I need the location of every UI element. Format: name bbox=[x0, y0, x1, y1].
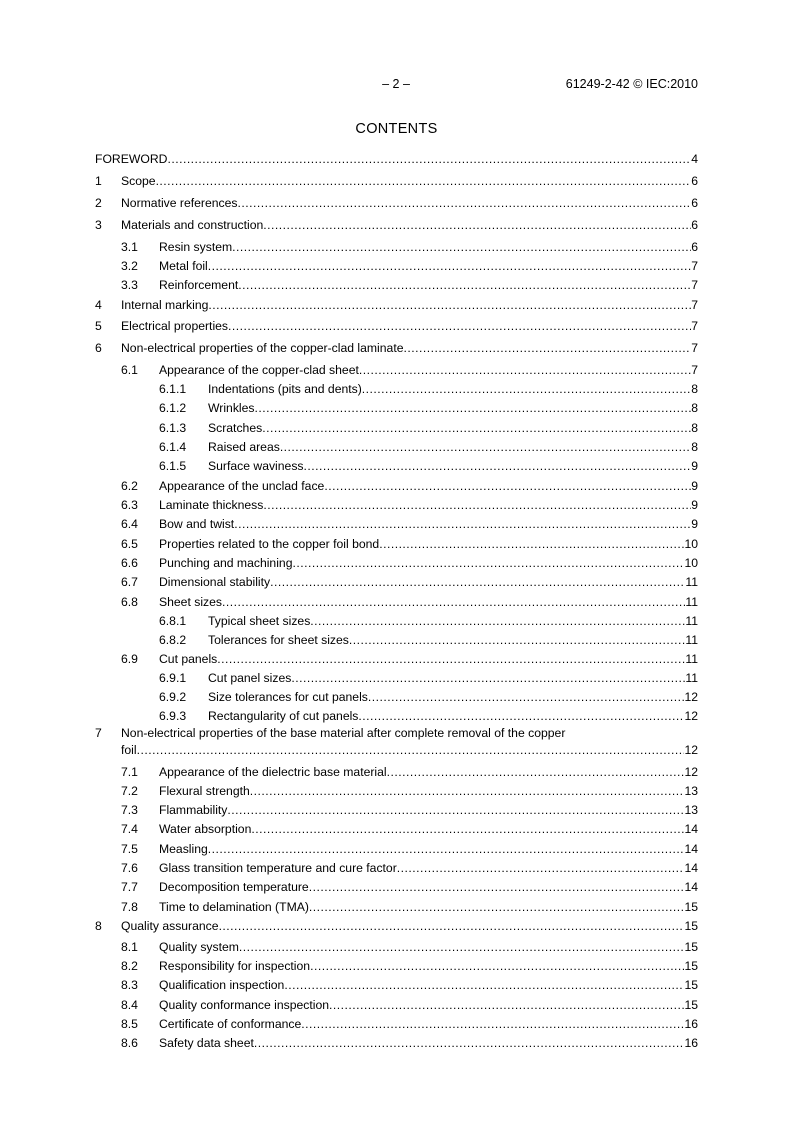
toc-entry-label[interactable]: Sheet sizes bbox=[159, 595, 223, 609]
toc-entry-label[interactable]: Laminate thickness bbox=[159, 498, 264, 512]
toc-entry-page: 16 bbox=[684, 1017, 698, 1031]
toc-entry-number: 6.8.1 bbox=[159, 614, 187, 628]
toc-entry-number: 6.1.2 bbox=[159, 401, 187, 415]
toc-entry[interactable] bbox=[0, 439, 793, 456]
toc-entry[interactable] bbox=[0, 381, 793, 398]
toc-entry-page: 15 bbox=[684, 940, 698, 954]
dot-leader bbox=[263, 217, 691, 234]
toc-entry-label[interactable]: Internal marking bbox=[121, 298, 209, 312]
toc-entry-line bbox=[159, 258, 698, 275]
toc-entry-label[interactable]: Time to delamination (TMA) bbox=[159, 900, 309, 914]
toc-entry[interactable] bbox=[0, 783, 793, 800]
toc-entry-number: 7.3 bbox=[121, 803, 138, 817]
toc-entry-page: 12 bbox=[684, 690, 698, 704]
toc-entry-label[interactable]: Non-electrical properties of the copper-clad laminate bbox=[121, 341, 404, 355]
toc-entry-page: 11 bbox=[685, 595, 698, 609]
toc-entry-label[interactable]: Responsibility for inspection bbox=[159, 959, 311, 973]
toc-entry-page: 14 bbox=[684, 822, 698, 836]
toc-entry-label[interactable]: Scope bbox=[121, 174, 156, 188]
toc-entry-number: 4 bbox=[95, 298, 102, 312]
toc-entry-page: 7 bbox=[691, 363, 698, 377]
toc-entry-line bbox=[159, 802, 698, 819]
toc-entry-label[interactable]: Properties related to the copper foil bond bbox=[159, 537, 380, 551]
dot-leader bbox=[251, 821, 684, 838]
toc-entry-label[interactable]: Materials and construction bbox=[121, 218, 264, 232]
toc-entry-line bbox=[159, 594, 698, 611]
dot-leader bbox=[362, 381, 691, 398]
toc-entry-line bbox=[121, 340, 698, 357]
dot-leader bbox=[255, 400, 692, 417]
toc-entry-number: 6.6 bbox=[121, 556, 138, 570]
toc-entry-label[interactable]: Rectangularity of cut panels bbox=[208, 709, 359, 723]
toc-entry-number: 8.4 bbox=[121, 998, 138, 1012]
toc-entry[interactable] bbox=[0, 318, 793, 335]
dot-leader bbox=[309, 899, 685, 916]
toc-entry-page: 8 bbox=[691, 421, 698, 435]
toc-entry-label[interactable]: foil bbox=[121, 743, 137, 757]
toc-entry-label[interactable]: Appearance of the unclad face bbox=[159, 479, 325, 493]
toc-entry[interactable] bbox=[0, 939, 793, 956]
toc-entry-page: 4 bbox=[691, 152, 698, 166]
dot-leader bbox=[349, 632, 685, 649]
toc-entry-label[interactable]: Water absorption bbox=[159, 822, 252, 836]
toc-entry[interactable] bbox=[0, 997, 793, 1014]
toc-entry-page: 11 bbox=[685, 671, 698, 685]
toc-entry[interactable] bbox=[0, 879, 793, 896]
dot-leader bbox=[291, 670, 685, 687]
toc-entry-page: 9 bbox=[691, 498, 698, 512]
toc-entry-page: 12 bbox=[684, 765, 698, 779]
toc-entry-page: 7 bbox=[691, 319, 698, 333]
toc-entry-label[interactable]: Cut panel sizes bbox=[208, 671, 292, 685]
toc-entry-line bbox=[208, 400, 698, 417]
toc-entry-line bbox=[159, 239, 698, 256]
toc-entry-page: 14 bbox=[684, 861, 698, 875]
toc-entry-page: 8 bbox=[691, 382, 698, 396]
dot-leader bbox=[222, 594, 685, 611]
toc-entry-number: 7.5 bbox=[121, 842, 138, 856]
dot-leader bbox=[310, 613, 685, 630]
toc-entry[interactable] bbox=[0, 918, 793, 935]
dot-leader bbox=[284, 977, 684, 994]
dot-leader bbox=[262, 420, 691, 437]
toc-entry[interactable] bbox=[0, 574, 793, 591]
toc-entry-label[interactable]: Qualification inspection bbox=[159, 978, 285, 992]
toc-entry-line bbox=[121, 318, 698, 335]
toc-entry-page: 13 bbox=[684, 803, 698, 817]
toc-entry[interactable] bbox=[0, 726, 793, 759]
toc-entry-page: 10 bbox=[684, 556, 698, 570]
toc-entry-label[interactable]: Cut panels bbox=[159, 652, 218, 666]
toc-entry[interactable] bbox=[0, 841, 793, 858]
toc-entry-page: 14 bbox=[684, 880, 698, 894]
dot-leader bbox=[250, 783, 685, 800]
toc-entry-label[interactable]: Normative references bbox=[121, 196, 238, 210]
page-number: – 2 – bbox=[382, 77, 410, 91]
dot-leader bbox=[329, 997, 684, 1014]
toc-entry[interactable] bbox=[0, 478, 793, 495]
toc-entry-line bbox=[208, 670, 698, 687]
toc-entry-page: 15 bbox=[684, 978, 698, 992]
toc-entry[interactable] bbox=[0, 239, 793, 256]
toc-entry[interactable] bbox=[0, 297, 793, 314]
toc-entry-line bbox=[208, 420, 698, 437]
toc-entry[interactable] bbox=[0, 613, 793, 630]
toc-entry-page: 7 bbox=[691, 341, 698, 355]
toc-entry-page: 9 bbox=[691, 459, 698, 473]
toc-entry-line bbox=[121, 217, 698, 234]
toc-entry-label[interactable]: Measling bbox=[159, 842, 208, 856]
toc-entry[interactable] bbox=[0, 1035, 793, 1052]
toc-entry-line bbox=[159, 362, 698, 379]
toc-entry-line bbox=[159, 536, 698, 553]
toc-entry-label[interactable]: Wrinkles bbox=[208, 401, 255, 415]
dot-leader bbox=[234, 516, 691, 533]
toc-entry-number: 3.3 bbox=[121, 278, 138, 292]
toc-entry-line bbox=[159, 879, 698, 896]
toc-entry-page: 11 bbox=[685, 614, 698, 628]
toc-entry[interactable] bbox=[0, 764, 793, 781]
toc-entry-line bbox=[208, 613, 698, 630]
toc-entry-page: 6 bbox=[691, 196, 698, 210]
toc-entry-page: 8 bbox=[691, 401, 698, 415]
toc-entry-page: 7 bbox=[691, 278, 698, 292]
toc-entry-number: 8.2 bbox=[121, 959, 138, 973]
toc-entry-label[interactable]: Decomposition temperature bbox=[159, 880, 309, 894]
toc-entry-page: 15 bbox=[684, 919, 698, 933]
toc-entry-line bbox=[159, 977, 698, 994]
toc-entry-label[interactable]: Quality system bbox=[159, 940, 239, 954]
toc-entry-line bbox=[159, 997, 698, 1014]
dot-leader bbox=[208, 297, 691, 314]
toc-entry-line bbox=[208, 381, 698, 398]
toc-entry-line bbox=[208, 632, 698, 649]
toc-entry[interactable] bbox=[0, 670, 793, 687]
toc-entry[interactable] bbox=[0, 362, 793, 379]
toc-entry-number: 1 bbox=[95, 174, 102, 188]
toc-entry-page: 7 bbox=[691, 259, 698, 273]
toc-entry-number: 2 bbox=[95, 196, 102, 210]
dot-leader bbox=[167, 151, 691, 168]
toc-entry-line bbox=[159, 841, 698, 858]
toc-entry-number: 6.1.3 bbox=[159, 421, 187, 435]
toc-entry-label[interactable]: Electrical properties bbox=[121, 319, 229, 333]
toc-entry-number: 7.1 bbox=[121, 765, 138, 779]
toc-entry-line bbox=[159, 651, 698, 668]
toc-entry[interactable] bbox=[0, 802, 793, 819]
toc-entry-number: 6.9.1 bbox=[159, 671, 187, 685]
dot-leader bbox=[324, 478, 691, 495]
standard-reference: 61249-2-42 © IEC:2010 bbox=[565, 77, 698, 91]
toc-entry-number: 3.2 bbox=[121, 259, 138, 273]
dot-leader bbox=[156, 173, 692, 190]
toc-entry-page: 16 bbox=[684, 1036, 698, 1050]
toc-entry-page: 6 bbox=[691, 240, 698, 254]
toc-entry-page: 7 bbox=[691, 298, 698, 312]
toc-entry-number: 6.1.4 bbox=[159, 440, 187, 454]
toc-entry-label[interactable]: Resin system bbox=[159, 240, 233, 254]
toc-entry[interactable] bbox=[0, 420, 793, 437]
toc-entry-line bbox=[159, 821, 698, 838]
toc-entry-number: 6.1.1 bbox=[159, 382, 187, 396]
dot-leader bbox=[387, 764, 685, 781]
toc-entry[interactable] bbox=[0, 151, 793, 168]
toc-entry[interactable] bbox=[0, 689, 793, 706]
toc-entry-number: 8.6 bbox=[121, 1036, 138, 1050]
dot-leader bbox=[239, 939, 685, 956]
toc-entry-number: 6.1 bbox=[121, 363, 138, 377]
toc-entry-line bbox=[159, 939, 698, 956]
dot-leader bbox=[270, 574, 685, 591]
toc-entry-label[interactable]: Quality assurance bbox=[121, 919, 219, 933]
toc-entry-page: 12 bbox=[684, 743, 698, 757]
toc-entry-number: 8.1 bbox=[121, 940, 138, 954]
toc-entry-label[interactable]: Tolerances for sheet sizes bbox=[208, 633, 349, 647]
toc-entry-label[interactable]: Safety data sheet bbox=[159, 1036, 254, 1050]
toc-entry-page: 11 bbox=[685, 633, 698, 647]
dot-leader bbox=[238, 277, 691, 294]
toc-entry-number: 6.5 bbox=[121, 537, 138, 551]
toc-entry-page: 11 bbox=[685, 652, 698, 666]
toc-entry-line bbox=[121, 297, 698, 314]
toc-entry[interactable] bbox=[0, 651, 793, 668]
toc-entry-label[interactable]: Glass transition temperature and cure factor bbox=[159, 861, 397, 875]
toc-entry-number: 8.3 bbox=[121, 978, 138, 992]
toc-entry-line bbox=[121, 742, 698, 759]
page-title: CONTENTS bbox=[355, 121, 438, 137]
toc-entry-page: 6 bbox=[691, 218, 698, 232]
toc-entry-page: 12 bbox=[684, 709, 698, 723]
toc-entry-line bbox=[159, 497, 698, 514]
toc-entry[interactable] bbox=[0, 632, 793, 649]
toc-entry-line bbox=[159, 958, 698, 975]
toc-entry-label[interactable]: Raised areas bbox=[208, 440, 280, 454]
toc-entry-number: 6.1.5 bbox=[159, 459, 187, 473]
toc-entry-number: 7.8 bbox=[121, 900, 138, 914]
toc-entry-page: 8 bbox=[691, 440, 698, 454]
dot-leader bbox=[227, 802, 684, 819]
toc-entry[interactable] bbox=[0, 497, 793, 514]
toc-entry-number: 6.7 bbox=[121, 575, 138, 589]
toc-entry-label[interactable]: Punching and machining bbox=[159, 556, 293, 570]
toc-entry-line bbox=[159, 478, 698, 495]
dot-leader bbox=[280, 439, 691, 456]
toc-entry-line bbox=[208, 439, 698, 456]
toc-entry[interactable] bbox=[0, 340, 793, 357]
toc-entry[interactable] bbox=[0, 555, 793, 572]
dot-leader bbox=[254, 1035, 685, 1052]
toc-entry-label[interactable]: Flammability bbox=[159, 803, 228, 817]
toc-entry-number: 7 bbox=[95, 726, 102, 740]
toc-entry-number: 7.6 bbox=[121, 861, 138, 875]
toc-entry-line bbox=[208, 689, 698, 706]
toc-entry[interactable] bbox=[0, 217, 793, 234]
toc-entry-label[interactable]: Appearance of the copper-clad sheet bbox=[159, 363, 359, 377]
dot-leader bbox=[208, 258, 691, 275]
toc-entry-number: 5 bbox=[95, 319, 102, 333]
toc-entry-line bbox=[159, 1035, 698, 1052]
toc-entry-number: 3.1 bbox=[121, 240, 138, 254]
toc-entry-line bbox=[159, 899, 698, 916]
dot-leader bbox=[304, 458, 692, 475]
toc-entry-label[interactable]: Appearance of the dielectric base material bbox=[159, 765, 387, 779]
toc-entry-line bbox=[159, 764, 698, 781]
toc-entry-line bbox=[159, 277, 698, 294]
toc-entry-number: 8.5 bbox=[121, 1017, 138, 1031]
toc-entry-page: 14 bbox=[684, 842, 698, 856]
toc-entry-label[interactable]: Scratches bbox=[208, 421, 263, 435]
dot-leader bbox=[359, 362, 691, 379]
toc-entry[interactable] bbox=[0, 899, 793, 916]
dot-leader bbox=[292, 555, 684, 572]
toc-entry-number: 6.9.2 bbox=[159, 690, 187, 704]
toc-entry-page: 10 bbox=[684, 537, 698, 551]
toc-entry-number: 6.4 bbox=[121, 517, 138, 531]
toc-entry-label[interactable]: Flexural strength bbox=[159, 784, 250, 798]
dot-leader bbox=[137, 742, 685, 759]
dot-leader bbox=[358, 708, 684, 725]
toc-entry-label-line1: Non-electrical properties of the base material after complete removal of the copper bbox=[121, 726, 566, 740]
toc-entry[interactable] bbox=[0, 860, 793, 877]
toc-entry-number: 6.8 bbox=[121, 595, 138, 609]
toc-entry-line bbox=[208, 458, 698, 475]
toc-entry-label[interactable]: Surface waviness bbox=[208, 459, 304, 473]
toc-entry-line bbox=[159, 860, 698, 877]
toc-entry-number: 6.9.3 bbox=[159, 709, 187, 723]
toc-entry-line bbox=[159, 783, 698, 800]
dot-leader bbox=[263, 497, 691, 514]
toc-entry-number: 7.4 bbox=[121, 822, 138, 836]
dot-leader bbox=[208, 841, 685, 858]
toc-entry-label[interactable]: Reinforcement bbox=[159, 278, 239, 292]
toc-entry-line bbox=[159, 1016, 698, 1033]
toc-entry-page: 9 bbox=[691, 517, 698, 531]
dot-leader bbox=[238, 195, 692, 212]
toc-entry-number: 7.2 bbox=[121, 784, 138, 798]
toc-entry[interactable] bbox=[0, 708, 793, 725]
toc-entry[interactable] bbox=[0, 1016, 793, 1033]
dot-leader bbox=[397, 860, 685, 877]
toc-entry-number: 6.2 bbox=[121, 479, 138, 493]
toc-entry[interactable] bbox=[0, 536, 793, 553]
toc-entry-number: 3 bbox=[95, 218, 102, 232]
toc-entry-line bbox=[208, 708, 698, 725]
toc-entry-page: 15 bbox=[684, 900, 698, 914]
toc-entry-label[interactable]: FOREWORD bbox=[95, 152, 168, 166]
toc-entry-line bbox=[159, 574, 698, 591]
dot-leader bbox=[310, 958, 684, 975]
dot-leader bbox=[228, 318, 691, 335]
toc-entry-line bbox=[95, 151, 698, 168]
toc-entry-label[interactable]: Certificate of conformance bbox=[159, 1017, 302, 1031]
toc-entry-number: 7.7 bbox=[121, 880, 138, 894]
toc-entry-page: 13 bbox=[684, 784, 698, 798]
toc-entry-page: 11 bbox=[685, 575, 698, 589]
toc-entry-number: 6.8.2 bbox=[159, 633, 187, 647]
toc-entry-line bbox=[121, 173, 698, 190]
toc-entry[interactable] bbox=[0, 173, 793, 190]
toc-entry[interactable] bbox=[0, 958, 793, 975]
toc-entry-line bbox=[121, 195, 698, 212]
toc-entry[interactable] bbox=[0, 277, 793, 294]
dot-leader bbox=[301, 1016, 684, 1033]
toc-entry[interactable] bbox=[0, 258, 793, 275]
toc-entry-label[interactable]: Quality conformance inspection bbox=[159, 998, 330, 1012]
dot-leader bbox=[219, 918, 685, 935]
toc-entry-page: 9 bbox=[691, 479, 698, 493]
toc-entry-line bbox=[121, 918, 698, 935]
toc-entry[interactable] bbox=[0, 458, 793, 475]
toc-entry-number: 6.3 bbox=[121, 498, 138, 512]
toc-entry[interactable] bbox=[0, 195, 793, 212]
dot-leader bbox=[368, 689, 685, 706]
toc-entry-line bbox=[159, 555, 698, 572]
dot-leader bbox=[379, 536, 684, 553]
toc-entry-number: 8 bbox=[95, 919, 102, 933]
toc-entry-label[interactable]: Metal foil bbox=[159, 259, 208, 273]
toc-entry-number: 6.9 bbox=[121, 652, 138, 666]
dot-leader bbox=[309, 879, 685, 896]
toc-entry-label[interactable]: Bow and twist bbox=[159, 517, 235, 531]
toc-entry-label[interactable]: Typical sheet sizes bbox=[208, 614, 311, 628]
toc-entry-label[interactable]: Size tolerances for cut panels bbox=[208, 690, 368, 704]
dot-leader bbox=[404, 340, 692, 357]
toc-entry-page: 6 bbox=[691, 174, 698, 188]
toc-entry-label[interactable]: Dimensional stability bbox=[159, 575, 271, 589]
toc-entry-page: 15 bbox=[684, 998, 698, 1012]
toc-entry-label[interactable]: Indentations (pits and dents) bbox=[208, 382, 362, 396]
toc-entry-page: 15 bbox=[684, 959, 698, 973]
toc-entry[interactable] bbox=[0, 977, 793, 994]
toc-entry[interactable] bbox=[0, 400, 793, 417]
toc-entry[interactable] bbox=[0, 821, 793, 838]
dot-leader bbox=[232, 239, 691, 256]
toc-entry-number: 6 bbox=[95, 341, 102, 355]
toc-entry-line bbox=[159, 516, 698, 533]
toc-entry[interactable] bbox=[0, 594, 793, 611]
dot-leader bbox=[217, 651, 685, 668]
toc-entry[interactable] bbox=[0, 516, 793, 533]
